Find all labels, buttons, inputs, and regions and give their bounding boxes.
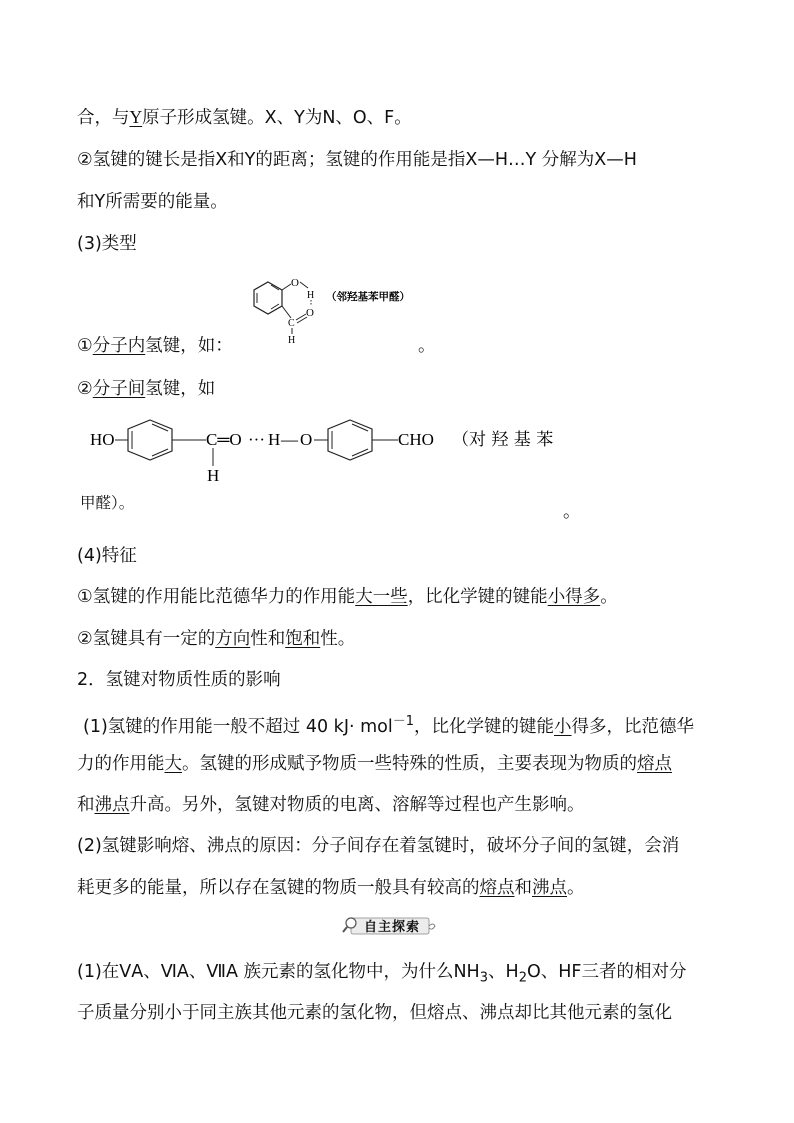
self-explore-badge <box>341 913 441 937</box>
atom-o-hydroxyl: O <box>291 277 299 289</box>
intermolecular-structure <box>88 414 588 486</box>
atom-o-bridge: O <box>300 430 313 449</box>
hbond-dots: ··· <box>248 430 265 449</box>
effect-line-1: (1)氢键的作用能一般不超过 40 kJ· mol$^{-1}$，比化学键的键能小得多，比范德华 <box>83 714 694 737</box>
intermolecular-label-cont: 甲醛）。 <box>80 494 135 512</box>
mol-label-intra: （邻羟基苯甲醛） <box>326 291 410 303</box>
group-ho: HO <box>90 430 115 449</box>
atom-h-bridge: H <box>268 430 281 449</box>
text-line-1: 合，与Y原子形成氢键。X、Y为N、O、F。 <box>77 107 412 128</box>
section-type-heading: (3)类型 <box>77 234 137 254</box>
atom-o-carbonyl: O <box>306 307 314 319</box>
explore-line-1: (1)在ⅤA、ⅥA、ⅦA 族元素的氢化物中，为什么$NH_3$、$H_2O$、HF三者的相对分 <box>77 962 687 986</box>
intramolecular-line: ①分子内氢键，如： <box>77 336 233 356</box>
mol-label-inter: （对 羟 基 苯 <box>452 430 554 450</box>
section-2-heading: 2．氢键对物质性质的影响 <box>77 670 281 690</box>
feature-line-1: ①氢键的作用能比范德华力的作用能大一些，比化学键的键能小得多。 <box>77 587 618 607</box>
intramolecular-end: 。 <box>418 336 436 356</box>
intermolecular-line: ②分子间氢键，如 <box>77 379 216 399</box>
effect-line-3: 和沸点升高。另外，氢键对物质的电离、溶解等过程也产生影响。 <box>77 795 585 815</box>
explore-line-2: 子质量分别小于同主族其他元素的氢化物，但熔点、沸点却比其他元素的氢化 <box>77 1003 672 1023</box>
feature-line-2: ②氢键具有一定的方向性和饱和性。 <box>77 629 356 649</box>
atom-h-bottom: H <box>207 466 220 485</box>
group-c-eq-o: C═O <box>206 430 242 449</box>
magnifier-icon <box>346 918 356 928</box>
reason-line-2: 耗更多的能量，所以存在氢键的物质一般具有较高的熔点和沸点。 <box>77 878 585 898</box>
intramolecular-structure <box>236 270 436 348</box>
intermolecular-end: 。 <box>563 502 581 522</box>
atom-c: C <box>288 318 295 329</box>
atom-h: H <box>307 290 315 301</box>
effect-line-2: 力的作用能大。氢键的形成赋予物质一些特殊的性质，主要表现为物质的熔点 <box>77 754 672 774</box>
reason-line-1: (2)氢键影响熔、沸点的原因：分子间存在着氢键时，破坏分子间的氢键，会消 <box>77 836 680 856</box>
atom-h-aldehyde: H <box>288 335 296 346</box>
badge-label: 自主探索 <box>364 920 421 935</box>
section-feature-heading: (4)特征 <box>77 546 137 566</box>
text-line-3: 和Y所需要的能量。 <box>77 192 228 212</box>
group-cho: CHO <box>398 430 434 449</box>
text-line-2: ②氢键的键长是指X和Y的距离；氢键的作用能是指X—H…Y 分解为X—H <box>77 150 637 170</box>
bond-dash: — <box>281 430 298 449</box>
